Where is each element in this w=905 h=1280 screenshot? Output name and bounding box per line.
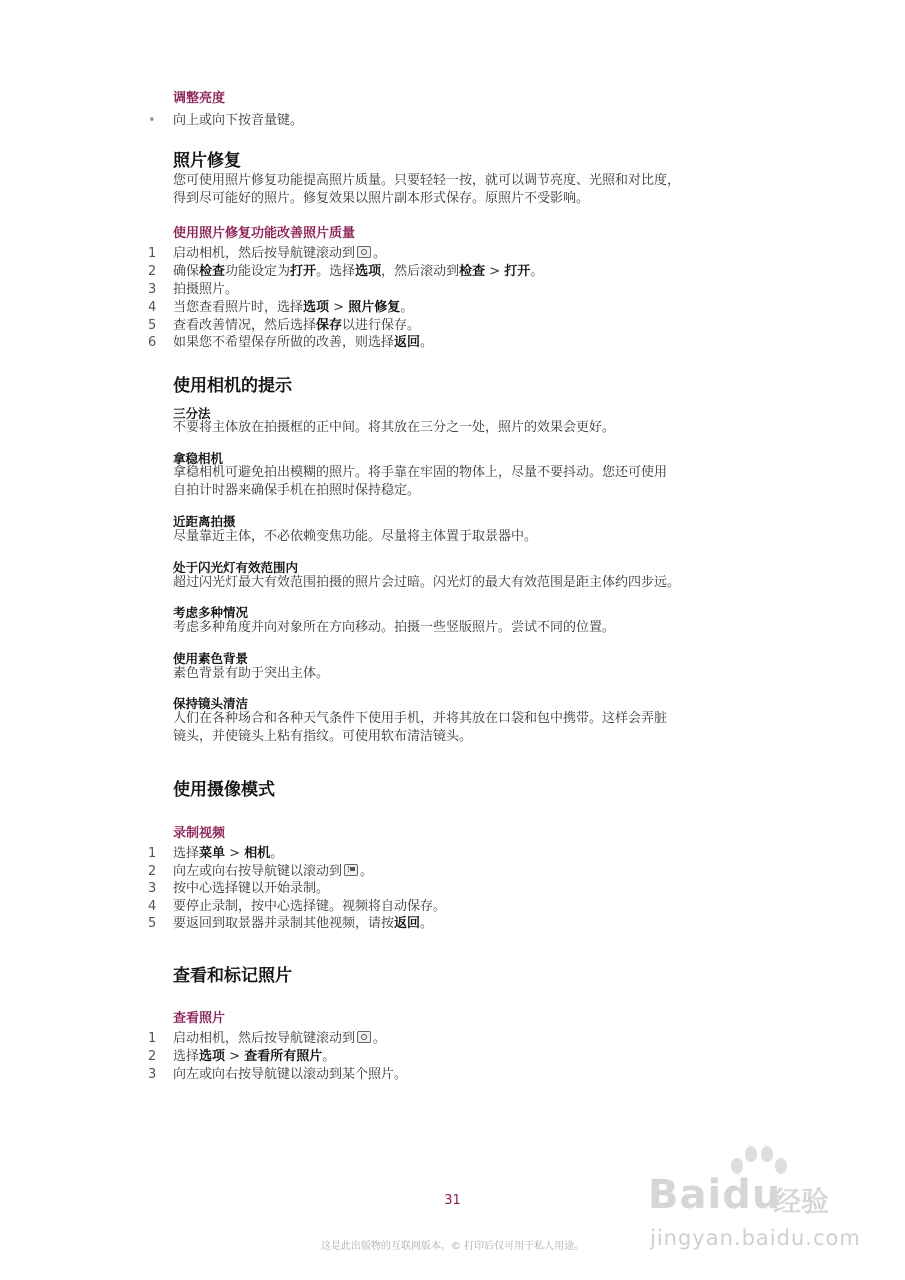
- watermark-cn: 经验: [773, 1185, 830, 1218]
- step-item: [148, 317, 420, 334]
- photo-fix-subheading: 使用照片修复功能改善照片质量: [173, 226, 356, 241]
- step-text: >: [225, 846, 245, 861]
- tip-text: [173, 574, 783, 592]
- step-item: [148, 845, 283, 862]
- step-item: [148, 1048, 335, 1065]
- step-number: 4: [148, 300, 157, 315]
- step-number: 1: [148, 246, 157, 261]
- tip-line: 不要将主体放在拍摄框的正中间。将其放在三分之一处，照片的效果会更好。: [173, 420, 616, 435]
- step-text: >: [485, 264, 505, 279]
- step-keyword: 保存: [316, 318, 343, 333]
- photo-fix-paragraph: [173, 172, 763, 208]
- step-text: 如果您不希望保存所做的改善，则选择: [173, 335, 395, 350]
- tip-text: [173, 419, 763, 437]
- step-number: 1: [148, 1031, 157, 1046]
- step-text: 。: [420, 916, 434, 931]
- tip-line: 镜头，并使镜头上粘有指纹。可使用软布清洁镜头。: [173, 729, 473, 744]
- step-number: 3: [148, 282, 157, 297]
- tip-heading: 拿稳相机: [173, 451, 224, 466]
- tip-heading: 三分法: [173, 406, 211, 421]
- step-number: 2: [148, 264, 157, 279]
- step-item: [148, 915, 433, 932]
- step-keyword: 返回: [394, 335, 421, 350]
- tip-text: [173, 710, 763, 746]
- step-text: 。选择: [316, 264, 356, 279]
- step-text: 。: [530, 264, 544, 279]
- step-keyword: 照片修复: [348, 300, 401, 315]
- step-text: 。: [322, 1049, 336, 1064]
- step-text: 功能设定为: [225, 264, 291, 279]
- step-number: 2: [148, 864, 157, 879]
- tip-line: 超过闪光灯最大有效范围拍摄的照片会过暗。闪光灯的最大有效范围是距主体约四步远。: [173, 575, 681, 590]
- tip-heading: 使用素色背景: [173, 651, 249, 666]
- step-item: [148, 299, 413, 316]
- step-text: 要返回到取景器并录制其他视频，请按: [173, 916, 395, 931]
- tip-text: [173, 665, 763, 683]
- tip-heading: 近距离拍摄: [173, 514, 236, 529]
- view-title: 查看和标记照片: [173, 966, 292, 986]
- bullet-text: 向上或向下按音量键。: [173, 113, 304, 128]
- video-title: 使用摄像模式: [173, 780, 275, 800]
- step-keyword: 打开: [504, 264, 531, 279]
- step-text: >: [329, 300, 349, 315]
- step-text: 向左或向右按导航键以滚动到某个照片。: [173, 1067, 408, 1082]
- tip-heading: 考虑多种情况: [173, 605, 249, 620]
- step-text: 查看改善情况，然后选择: [173, 318, 317, 333]
- step-keyword: 打开: [290, 264, 317, 279]
- step-text: ，然后滚动到: [381, 264, 460, 279]
- step-text: 。: [373, 1031, 387, 1046]
- step-text: 。: [360, 864, 374, 879]
- baidu-watermark: [648, 1144, 861, 1264]
- step-item: [148, 263, 543, 280]
- tips-title: 使用相机的提示: [173, 376, 292, 396]
- step-text: 当您查看照片时，选择: [173, 300, 304, 315]
- tip-line: 考虑多种角度并向对象所在方向移动。拍摄一些竖版照片。尝试不同的位置。: [173, 620, 616, 635]
- step-text: 确保: [173, 264, 200, 279]
- photo-fix-title: 照片修复: [173, 151, 241, 171]
- step-item: [148, 334, 433, 351]
- step-keyword: 菜单: [199, 846, 226, 861]
- paragraph-line: 您可使用照片修复功能提高照片质量。只要轻轻一按，就可以调节亮度、光照和对比度，: [173, 173, 681, 188]
- step-item: [148, 1030, 386, 1047]
- tip-line: 素色背景有助于突出主体。: [173, 666, 330, 681]
- step-number: 6: [148, 335, 157, 350]
- step-text: 选择: [173, 1049, 200, 1064]
- step-item: [148, 880, 329, 897]
- camera-icon: [357, 1031, 371, 1043]
- watermark-url: jingyan.baidu.com: [650, 1226, 861, 1250]
- step-item: [148, 245, 386, 262]
- tip-line: 拿稳相机可避免拍出模糊的照片。将手靠在牢固的物体上，尽量不要抖动。您还可使用: [173, 465, 668, 480]
- step-text: 按中心选择键以开始录制。: [173, 881, 330, 896]
- step-keyword: 选项: [355, 264, 382, 279]
- page-number: 31: [444, 1193, 461, 1208]
- step-keyword: 检查: [459, 264, 486, 279]
- video-camera-icon: [344, 864, 358, 876]
- step-text: 启动相机，然后按导航键滚动到: [173, 1031, 356, 1046]
- step-keyword: 查看所有照片: [244, 1049, 323, 1064]
- step-keyword: 选项: [303, 300, 330, 315]
- tip-line: 自拍计时器来确保手机在拍照时保持稳定。: [173, 483, 421, 498]
- tip-line: 尽量靠近主体，不必依赖变焦功能。尽量将主体置于取景器中。: [173, 529, 538, 544]
- tip-heading: 保持镜头清洁: [173, 696, 249, 711]
- step-keyword: 检查: [199, 264, 226, 279]
- tip-text: [173, 528, 763, 546]
- step-keyword: 选项: [199, 1049, 226, 1064]
- step-item: [148, 1066, 407, 1083]
- adjust-brightness-heading: 调整亮度: [173, 91, 226, 106]
- watermark-brand: Baidu: [648, 1172, 782, 1218]
- bullet-dot: •: [148, 113, 156, 128]
- step-keyword: 返回: [394, 916, 421, 931]
- tip-line: 人们在各种场合和各种天气条件下使用手机，并将其放在口袋和包中携带。这样会弄脏: [173, 711, 668, 726]
- step-text: 。: [270, 846, 284, 861]
- step-text: 。: [400, 300, 414, 315]
- step-text: 选择: [173, 846, 200, 861]
- step-item: [148, 281, 238, 298]
- step-text: 拍摄照片。: [173, 282, 239, 297]
- tip-heading: 处于闪光灯有效范围内: [173, 560, 299, 575]
- video-subheading: 录制视频: [173, 826, 226, 841]
- step-text: 。: [373, 246, 387, 261]
- step-number: 4: [148, 899, 157, 914]
- paragraph-line: 得到尽可能好的照片。修复效果以照片副本形式保存。原照片不受影响。: [173, 191, 590, 206]
- step-number: 5: [148, 318, 157, 333]
- step-keyword: 相机: [244, 846, 271, 861]
- step-number: 3: [148, 881, 157, 896]
- step-text: 要停止录制，按中心选择键。视频将自动保存。: [173, 899, 447, 914]
- step-number: 3: [148, 1067, 157, 1082]
- step-number: 2: [148, 1049, 157, 1064]
- footer-note: 这是此出版物的互联网版本。© 打印后仅可用于私人用途。: [320, 1241, 585, 1252]
- step-text: 。: [420, 335, 434, 350]
- camera-icon: [357, 246, 371, 258]
- bullet-item: [148, 109, 303, 128]
- view-subheading: 查看照片: [173, 1011, 226, 1026]
- tip-text: [173, 464, 763, 500]
- step-item: [148, 863, 373, 880]
- step-text: 启动相机，然后按导航键滚动到: [173, 246, 356, 261]
- step-item: [148, 898, 446, 915]
- tip-text: [173, 619, 763, 637]
- step-text: 以进行保存。: [342, 318, 421, 333]
- step-number: 5: [148, 916, 157, 931]
- step-text: 向左或向右按导航键以滚动到: [173, 864, 343, 879]
- step-number: 1: [148, 846, 157, 861]
- step-text: >: [225, 1049, 245, 1064]
